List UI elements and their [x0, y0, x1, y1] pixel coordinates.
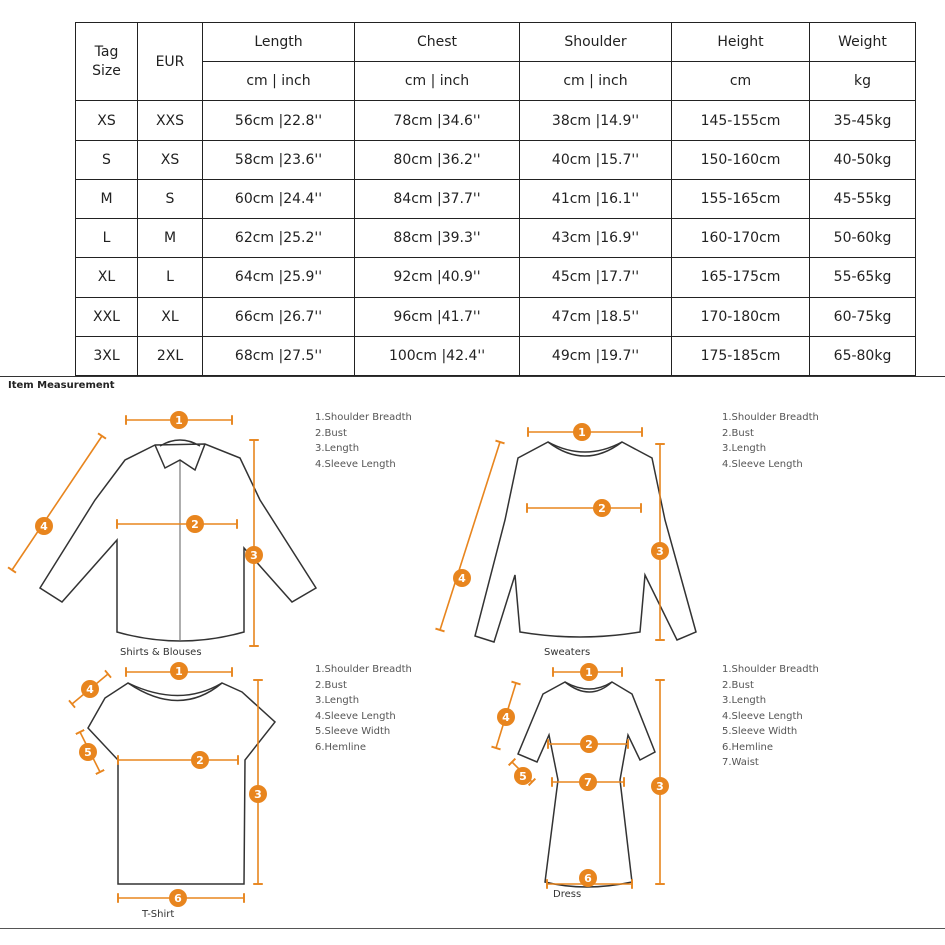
- unit-height: cm: [672, 62, 810, 101]
- legend-item: 2.Bust: [315, 679, 347, 691]
- dress-legend: [722, 662, 819, 771]
- header-eur: EUR: [138, 23, 203, 101]
- section-title: Item Measurement: [8, 380, 115, 391]
- cell-tag: M: [76, 179, 138, 218]
- legend-item: 1.Shoulder Breadth: [722, 412, 819, 423]
- sweater-illustration: [475, 442, 696, 642]
- tshirt-caption: T-Shirt: [142, 909, 175, 920]
- sweater-caption: Sweaters: [544, 647, 591, 658]
- header-height: Height: [672, 23, 810, 62]
- header-chest: Chest: [355, 23, 520, 62]
- marker-number: 4: [86, 683, 94, 696]
- measurement-markers: [35, 411, 669, 907]
- cell-eur: XXS: [138, 101, 203, 140]
- marker-number: 4: [40, 520, 48, 533]
- cell-height: 150-160cm: [672, 140, 810, 179]
- cell-length: 60cm |24.4'': [203, 179, 355, 218]
- cell-eur: L: [138, 258, 203, 297]
- tshirt-legend: [315, 662, 412, 755]
- cell-length: 58cm |23.6'': [203, 140, 355, 179]
- cell-eur: M: [138, 219, 203, 258]
- shirt-illustration: [40, 440, 316, 641]
- cell-chest: 84cm |37.7'': [355, 179, 520, 218]
- cell-chest: 92cm |40.9'': [355, 258, 520, 297]
- cell-shoulder: 45cm |17.7'': [520, 258, 672, 297]
- marker-number: 3: [254, 788, 262, 801]
- legend-item: 2.Bust: [722, 427, 754, 439]
- shirt-caption: Shirts & Blouses: [120, 647, 202, 658]
- unit-chest: cm | inch: [355, 62, 520, 101]
- marker-number: 5: [519, 770, 527, 783]
- legend-item: 5.Sleeve Width: [315, 726, 391, 737]
- unit-weight: kg: [810, 62, 916, 101]
- sweater-measure-lines: [440, 432, 660, 640]
- cell-chest: 96cm |41.7'': [355, 297, 520, 336]
- cell-tag: S: [76, 140, 138, 179]
- legend-item: 6.Hemline: [722, 741, 774, 753]
- legend-item: 3.Length: [722, 695, 767, 706]
- marker-number: 3: [250, 549, 258, 562]
- header-shoulder: Shoulder: [520, 23, 672, 62]
- cell-length: 62cm |25.2'': [203, 219, 355, 258]
- cell-chest: 88cm |39.3'': [355, 219, 520, 258]
- cell-chest: 78cm |34.6'': [355, 101, 520, 140]
- cell-tag: XS: [76, 101, 138, 140]
- cell-eur: XL: [138, 297, 203, 336]
- cell-weight: 45-55kg: [810, 179, 916, 218]
- cell-shoulder: 47cm |18.5'': [520, 297, 672, 336]
- cell-eur: S: [138, 179, 203, 218]
- legend-item: 4.Sleeve Length: [315, 710, 396, 722]
- legend-item: 3.Length: [315, 695, 360, 706]
- legend-item: 4.Sleeve Length: [315, 458, 396, 470]
- dress-caption: Dress: [553, 889, 582, 900]
- cell-length: 66cm |26.7'': [203, 297, 355, 336]
- tshirt-illustration: [88, 683, 275, 884]
- sweater-legend: [722, 410, 819, 472]
- cell-height: 160-170cm: [672, 219, 810, 258]
- cell-height: 155-165cm: [672, 179, 810, 218]
- legend-item: 1.Shoulder Breadth: [315, 664, 412, 675]
- marker-number: 1: [585, 666, 593, 679]
- bottom-divider: [0, 928, 945, 929]
- legend-item: 3.Length: [315, 443, 360, 454]
- cell-tag: L: [76, 219, 138, 258]
- cell-weight: 55-65kg: [810, 258, 916, 297]
- cell-length: 56cm |22.8'': [203, 101, 355, 140]
- shirt-legend: [315, 410, 412, 472]
- cell-shoulder: 40cm |15.7'': [520, 140, 672, 179]
- legend-item: 1.Shoulder Breadth: [722, 664, 819, 675]
- marker-number: 3: [656, 780, 664, 793]
- cell-shoulder: 41cm |16.1'': [520, 179, 672, 218]
- marker-number: 4: [458, 572, 466, 585]
- cell-chest: 100cm |42.4'': [355, 336, 520, 375]
- cell-tag: XXL: [76, 297, 138, 336]
- cell-weight: 35-45kg: [810, 101, 916, 140]
- cell-height: 145-155cm: [672, 101, 810, 140]
- legend-item: 5.Sleeve Width: [722, 726, 798, 737]
- marker-number: 2: [598, 502, 606, 515]
- marker-number: 5: [84, 746, 92, 759]
- marker-number: 1: [578, 426, 586, 439]
- marker-number: 6: [584, 872, 592, 885]
- header-tag-size: Tag Size: [76, 23, 138, 101]
- cell-tag: XL: [76, 258, 138, 297]
- marker-number: 1: [175, 414, 183, 427]
- marker-number: 2: [191, 518, 199, 531]
- cell-shoulder: 49cm |19.7'': [520, 336, 672, 375]
- cell-length: 68cm |27.5'': [203, 336, 355, 375]
- marker-number: 4: [502, 711, 510, 724]
- legend-item: 1.Shoulder Breadth: [315, 412, 412, 423]
- cell-height: 165-175cm: [672, 258, 810, 297]
- cell-shoulder: 43cm |16.9'': [520, 219, 672, 258]
- marker-number: 7: [584, 776, 592, 789]
- cell-weight: 60-75kg: [810, 297, 916, 336]
- cell-height: 170-180cm: [672, 297, 810, 336]
- legend-item: 7.Waist: [722, 757, 759, 768]
- cell-height: 175-185cm: [672, 336, 810, 375]
- unit-length: cm | inch: [203, 62, 355, 101]
- legend-item: 6.Hemline: [315, 741, 367, 753]
- unit-shoulder: cm | inch: [520, 62, 672, 101]
- cell-eur: 2XL: [138, 336, 203, 375]
- legend-item: 4.Sleeve Length: [722, 710, 803, 722]
- cell-weight: 65-80kg: [810, 336, 916, 375]
- cell-tag: 3XL: [76, 336, 138, 375]
- marker-number: 1: [175, 665, 183, 678]
- legend-item: 2.Bust: [722, 679, 754, 691]
- marker-number: 3: [656, 545, 664, 558]
- header-length: Length: [203, 23, 355, 62]
- header-weight: Weight: [810, 23, 916, 62]
- cell-eur: XS: [138, 140, 203, 179]
- marker-number: 2: [585, 738, 593, 751]
- legend-item: 4.Sleeve Length: [722, 458, 803, 470]
- marker-number: 6: [174, 892, 182, 905]
- cell-length: 64cm |25.9'': [203, 258, 355, 297]
- legend-item: 3.Length: [722, 443, 767, 454]
- marker-number: 2: [196, 754, 204, 767]
- cell-shoulder: 38cm |14.9'': [520, 101, 672, 140]
- legend-item: 2.Bust: [315, 427, 347, 439]
- cell-weight: 50-60kg: [810, 219, 916, 258]
- cell-weight: 40-50kg: [810, 140, 916, 179]
- cell-chest: 80cm |36.2'': [355, 140, 520, 179]
